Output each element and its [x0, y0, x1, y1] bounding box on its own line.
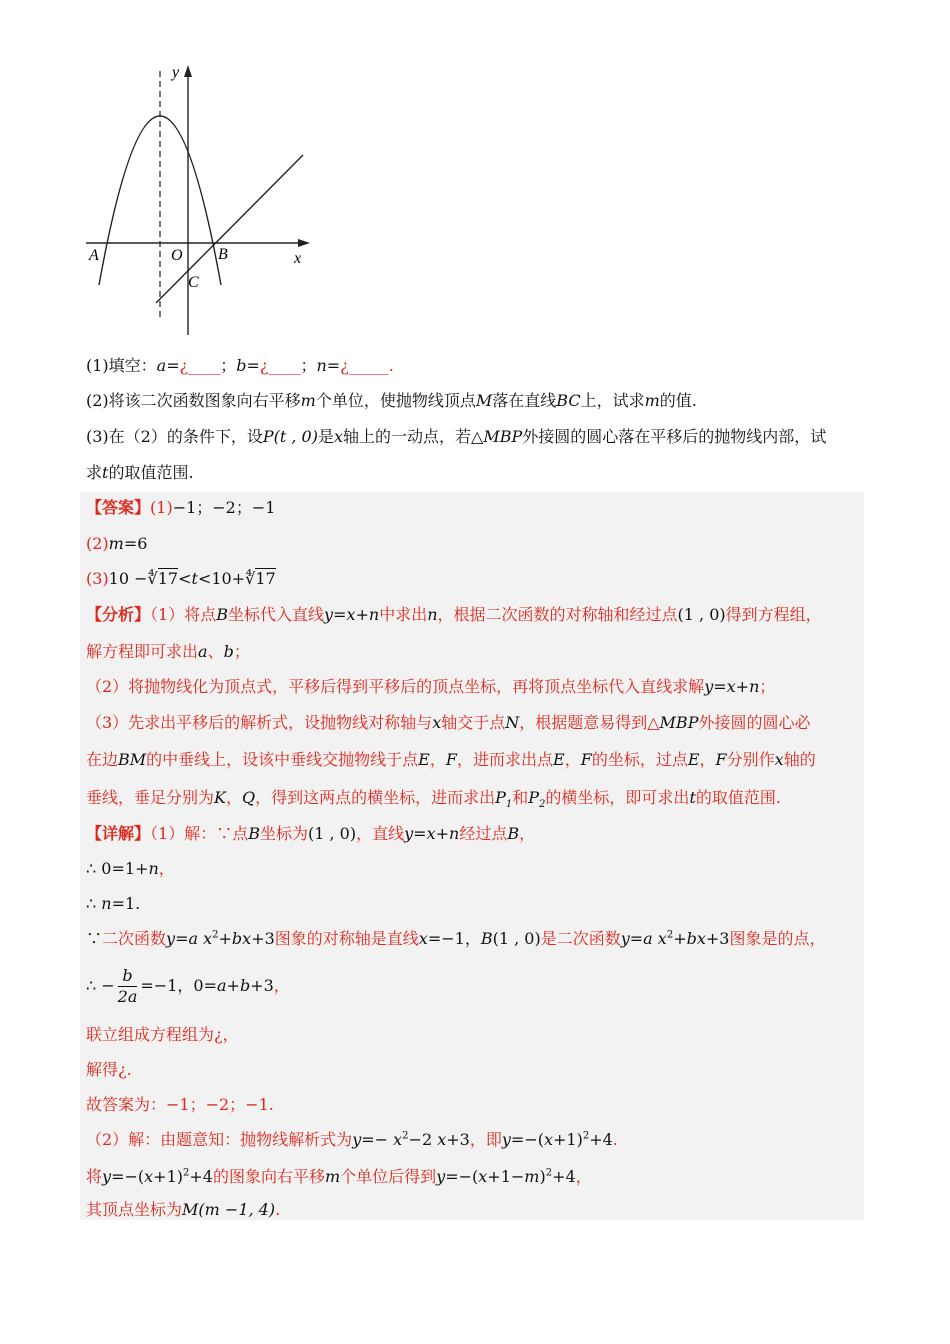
- label-b: B: [218, 246, 228, 263]
- detail-line-7: 解得¿.: [86, 1060, 132, 1079]
- label-a: A: [89, 247, 99, 264]
- detail-line-10: 将$y=-(x+1)^2+4$的图象向右平移m个单位后得到$y=-(x+1-m)^2+4$，: [86, 1167, 592, 1186]
- answer-line-2: (2)m=6: [86, 534, 148, 553]
- analysis-line-5: 在边BM的中垂线上，设该中垂线交抛物线于点E，F，进而求出点E，F的坐标，过点E，F分别作x轴的: [86, 750, 816, 769]
- question-2: (2)将该二次函数图象向右平移m个单位，使抛物线顶点M落在直线BC上，试求m的值.: [86, 391, 697, 410]
- detail-line-3: ∴ n=1.: [86, 894, 141, 913]
- analysis-tag: 【分析】: [86, 605, 151, 624]
- label-x: x: [294, 250, 302, 267]
- answer-tag: 【答案】: [86, 498, 151, 517]
- detail-line-8: 故答案为：−1；−2；−1.: [86, 1095, 274, 1114]
- answer-line-1: 【答案】(1)−1；−2；−1: [86, 498, 276, 517]
- analysis-line-4: （3）先求出平移后的解析式，设抛物线对称轴与x轴交于点N，根据题意易得到△MBP外接圆的圆心必: [86, 713, 811, 732]
- parabola-figure: [80, 55, 320, 345]
- detail-line-4: ∵二次函数y=a $x^2+bx+3$图象的对称轴是直线x=−1，B(1 , 0)是二次函数y=a $x^2+bx+3$图象是的点，: [86, 929, 826, 948]
- label-o: O: [171, 247, 183, 264]
- label-y: y: [172, 64, 180, 81]
- y-axis-arrow: [184, 65, 192, 77]
- question-3-line-2: 求t的取值范围.: [86, 463, 194, 482]
- detail-line-5: ∴ − $\frac{b}{2a}$ =−1，0=a+b+3，: [86, 966, 290, 1006]
- question-1: (1)填空：a=¿____；b=¿____；n=¿_____.: [86, 356, 394, 375]
- fraction-b-over-2a: $\frac{b}{2a}$: [117, 966, 138, 1006]
- detail-line-11: 其顶点坐标为M(m −1, 4).: [86, 1200, 281, 1219]
- detail-line-6: 联立组成方程组为¿，: [86, 1025, 239, 1044]
- x-axis-arrow: [298, 239, 310, 247]
- detail-line-9: （2）解：由题意知：抛物线解析式为$y=- x^2-2$ x+3，即$y=-(x+1)^2+4$.: [86, 1130, 618, 1149]
- analysis-line-1: 【分析】（1）将点B坐标代入直线y=x+n中求出n，根据二次函数的对称轴和经过点(1 , 0)得到方程组，: [86, 605, 822, 624]
- detail-line-1: 【详解】（1）解：∵点B坐标为(1 , 0)，直线y=x+n经过点B，: [86, 824, 536, 843]
- analysis-line-3: （2）将抛物线化为顶点式，平移后得到平移后的顶点坐标，再将顶点坐标代入直线求解y=x+n；: [86, 677, 776, 696]
- line-bc: [156, 155, 303, 303]
- detail-tag: 【详解】: [86, 824, 151, 843]
- detail-line-2: ∴ 0=1+n，: [86, 859, 175, 878]
- analysis-line-2: 解方程即可求出a、b；: [86, 642, 250, 661]
- label-c: C: [188, 274, 199, 291]
- question-3-line-1: (3)在（2）的条件下，设P(t , 0)是x轴上的一动点，若△MBP外接圆的圆心落在平移后的抛物线内部，试: [86, 427, 827, 446]
- analysis-line-6: 垂线，垂足分别为K，Q，得到这两点的横坐标，进而求出$P_1$和$P_2$的横坐标，即可求出t的取值范围.: [86, 788, 781, 811]
- answer-line-3: (3)10 −∜17<t<10+∜17: [86, 569, 276, 588]
